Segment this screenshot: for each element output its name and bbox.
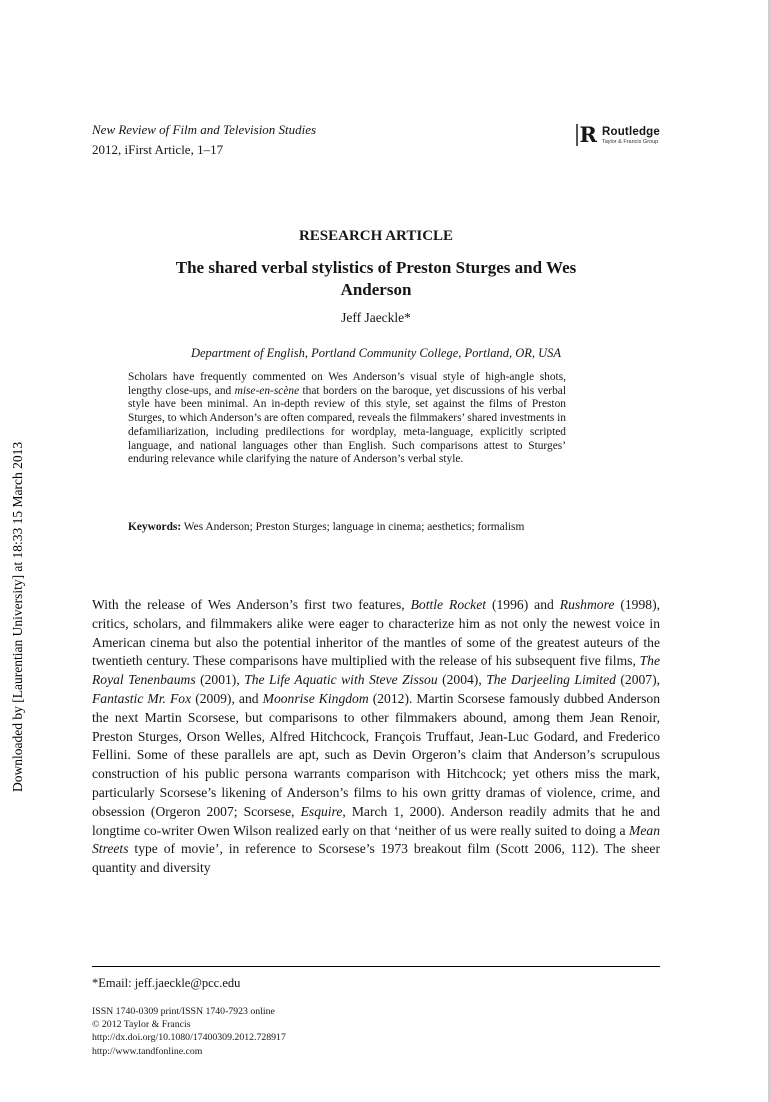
article-title: The shared verbal stylistics of Preston Sturges and Wes Anderson [175,258,577,299]
article-author: Jeff Jaeckle* [341,310,411,325]
publisher-group-name: Taylor & Francis Group [601,138,659,145]
journal-name: New Review of Film and Television Studies [92,122,317,137]
footnote-divider [92,966,660,967]
author-email: *Email: jeff.jaeckle@pcc.edu [92,976,241,990]
publisher-wordmark [602,126,660,145]
publisher-name: Routledge [601,125,660,138]
issn-line: ISSN 1740-0309 print/ISSN 1740-7923 online [92,1006,275,1017]
journal-meta [92,122,316,158]
section-label: RESEARCH ARTICLE [298,228,454,244]
doi-link: http://dx.doi.org/10.1080/17400309.2012.728917 [92,1032,286,1044]
copyright-line: © 2012 Taylor & Francis [92,1019,191,1031]
abstract-text: Scholars have frequently commented on Wes Anderson’s visual style of high-angle shots, lengthy close-ups, and mise-en-scène that borders on the baroque, yet discussions of his verbal style have been minimal. An in-depth review of this style, set against the films of Preston Sturges, to which Anderson’s are often compared, reveals the filmmakers’ shared investments in defamiliarization, including predilections for wordplay, meta-language, explicitly scripted language, and national languages other than English. Such comparisons attest to Sturges’ enduring relevance while clarifying the nature of Anderson’s verbal style. [128,371,566,466]
download-notice: Downloaded by [Laurentian University] at 18:33 15 March 2013 [10,441,25,792]
routledge-logo [576,124,660,146]
article-affiliation: Department of English, Portland Community College, Portland, OR, USA [190,346,562,360]
journal-issue-line: 2012, iFirst Article, 1–17 [92,142,224,157]
body-paragraph: With the release of Wes Anderson’s first two features, Bottle Rocket (1996) and Rushmore (1998), critics, scholars, and filmmakers alike were eager to characterize him as not only the newest voice in American cinema but also the potential inheritor of the mantles of some of the greatest auteurs of the twentieth century. These comparisons have multiplied with the release of his subsequent five films, The Royal Tenenbaums (2001), The Life Aquatic with Steve Zissou (2004), The Darjeeling Limited (2007), Fantastic Mr. Fox (2009), and Moonrise Kingdom (2012). Martin Scorsese famously dubbed Anderson the next Martin Scorsese, but comparisons to other filmmakers abound, among them Jean Renoir, Preston Sturges, Orson Welles, Alfred Hitchcock, François Truffaut, Jean-Luc Godard, and Frederico Fellini. Some of these parallels are apt, such as Devin Orgeron’s claim that Anderson’s scrupulous construction of his public persona warrants comparison with Hitchcock; yet others miss the mark, particularly Scorsese’s likening of Anderson’s films to his own gritty dramas of violence, crime, and obsession (Orgeron 2007; Scorsese, Esquire, March 1, 2000). Anderson readily admits that he and longtime co-writer Owen Wilson realized early on that ‘neither of us were really suited to doing a Mean Streets type of movie’, in reference to Scorsese’s 1973 breakout film (Scott 2006, 112). The sheer quantity and diversity [92,597,661,876]
keywords-line: Keywords: Wes Anderson; Preston Sturges; language in cinema; aesthetics; formalism [128,521,525,533]
routledge-r-icon: R [576,124,597,146]
imprint-block [92,1005,660,1058]
publisher-url-link: http://www.tandfonline.com [92,1045,203,1057]
journal-masthead [92,122,660,158]
